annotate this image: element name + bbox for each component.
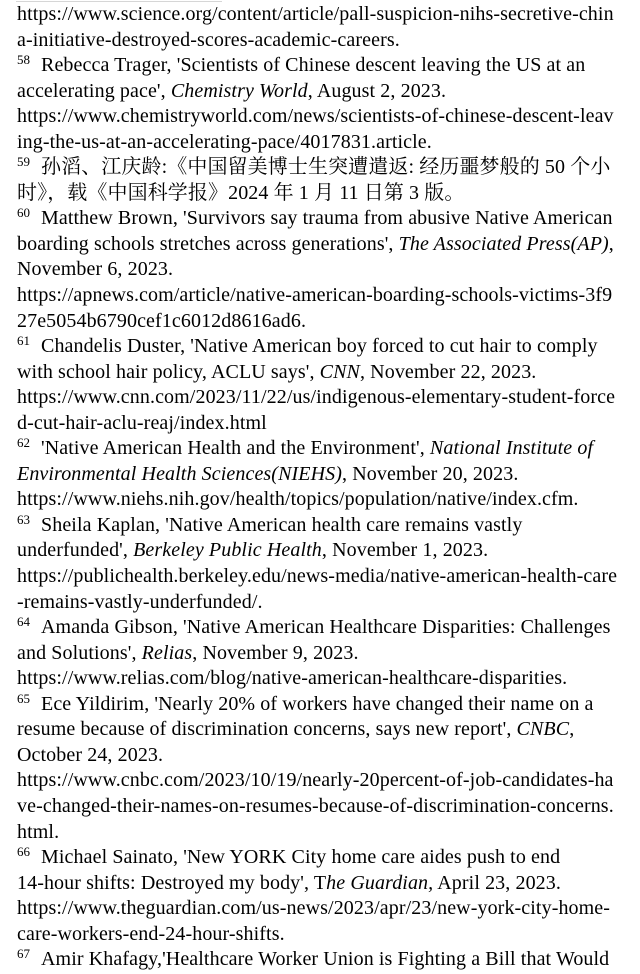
- text-segment: -remains-vastly-underfunded/.: [17, 590, 263, 613]
- footnotes-content: [17, 2, 629, 973]
- text-segment: ,: [608, 232, 614, 255]
- text-segment: 14-hour shifts: Destroyed my body', T: [17, 871, 327, 894]
- text-segment: he Guardian,: [326, 871, 434, 894]
- text-segment: 时》，载《中国科学报》2024 年 1 月 11 日第 3 版。: [17, 181, 465, 204]
- text-segment: , November 20, 2023.: [342, 462, 519, 485]
- text-line: [17, 947, 629, 973]
- text-segment: 27e5054b6790cef1c6012d8616ad6.: [17, 309, 307, 332]
- text-segment: https://www.science.org/content/article/pall-suspicion-nihs-secretive-chin: [17, 3, 614, 25]
- text-segment: CNBC: [516, 718, 570, 741]
- text-line: [17, 181, 629, 207]
- footnote-marker: 64: [17, 614, 30, 630]
- text-line: [17, 564, 629, 590]
- text-segment: Michael Sainato, 'New YORK City home care aides push to end: [41, 846, 561, 869]
- footnote-marker: 61: [17, 333, 30, 349]
- footnote-marker: 59: [17, 154, 30, 170]
- text-line: [17, 53, 629, 79]
- text-segment: with school hair policy, ACLU says',: [17, 360, 320, 383]
- text-line: [17, 436, 629, 462]
- text-line: [17, 896, 629, 922]
- text-segment: October 24, 2023.: [17, 743, 164, 766]
- text-segment: https://www.cnbc.com/2023/10/19/nearly-20percent-of-job-candidates-ha: [17, 769, 614, 792]
- text-segment: Chandelis Duster, 'Native American boy forced to cut hair to comply: [41, 335, 598, 358]
- text-segment: https://www.chemistryworld.com/news/scientists-of-chinese-descent-leav: [17, 105, 614, 128]
- text-segment: html.: [17, 820, 60, 843]
- text-line: [17, 283, 629, 309]
- text-line: [17, 360, 629, 386]
- text-segment: and Solutions',: [17, 641, 142, 664]
- text-segment: November 6, 2023.: [17, 258, 174, 281]
- text-line: [17, 922, 629, 948]
- text-line: [17, 79, 629, 105]
- footnote-marker: 58: [17, 52, 30, 68]
- text-line: [17, 871, 629, 897]
- footnote-marker: 67: [17, 946, 30, 962]
- text-segment: Matthew Brown, 'Survivors say trauma from abusive Native American: [41, 207, 613, 230]
- text-line: [17, 845, 629, 871]
- text-segment: underfunded',: [17, 539, 134, 562]
- footnote-marker: 65: [17, 690, 30, 706]
- text-line: [17, 334, 629, 360]
- text-segment: https://publichealth.berkeley.edu/news-media/native-american-health-care: [17, 565, 618, 588]
- text-segment: ,: [569, 718, 575, 741]
- text-segment: CNN: [319, 360, 360, 383]
- text-line: [17, 462, 629, 488]
- text-segment: Sheila Kaplan, 'Native American health care remains vastly: [41, 513, 523, 536]
- text-segment: https://apnews.com/article/native-american-boarding-schools-victims-3f9: [17, 284, 613, 307]
- text-segment: https://www.relias.com/blog/native-american-healthcare-disparities.: [17, 667, 568, 690]
- text-segment: https://www.theguardian.com/us-news/2023/apr/23/new-york-city-home-: [17, 897, 611, 920]
- text-segment: ing-the-us-at-an-accelerating-pace/4017831.article.: [17, 130, 432, 153]
- text-line: [17, 309, 629, 335]
- text-line: [17, 666, 629, 692]
- text-line: [17, 232, 629, 258]
- footnote-marker: 63: [17, 511, 30, 527]
- text-line: [17, 794, 629, 820]
- text-segment: https://www.cnn.com/2023/11/22/us/indigenous-elementary-student-force: [17, 386, 616, 409]
- text-segment: 孙滔、江庆龄:《中国留美博士生突遭遣返: 经历噩梦般的 50 个小: [41, 156, 611, 179]
- text-segment: National Institute of: [429, 437, 594, 460]
- text-segment: , November 9, 2023.: [192, 641, 359, 664]
- text-segment: Relias: [141, 641, 193, 664]
- text-line: [17, 590, 629, 616]
- text-segment: resume because of discrimination concerns, says new report',: [17, 718, 517, 741]
- text-segment: The Associated Press(AP): [398, 232, 609, 255]
- text-segment: boarding schools stretches across generations',: [17, 232, 399, 255]
- text-segment: care-workers-end-24-hour-shifts.: [17, 922, 285, 945]
- text-line: [17, 538, 629, 564]
- text-line: [17, 615, 629, 641]
- text-line: [17, 104, 629, 130]
- text-segment: ve-changed-their-names-on-resumes-because-of-discrimination-concerns.: [17, 794, 614, 817]
- text-segment: Amanda Gibson, 'Native American Healthcare Disparities: Challenges: [41, 616, 611, 639]
- text-line: [17, 743, 629, 769]
- text-segment: , November 1, 2023.: [321, 539, 489, 562]
- text-segment: https://www.niehs.nih.gov/health/topics/population/native/index.cfm.: [17, 488, 579, 511]
- text-segment: Rebecca Trager, 'Scientists of Chinese descent leaving the US at an: [41, 54, 586, 77]
- text-segment: Chemistry World: [170, 79, 308, 102]
- text-segment: a-initiative-destroyed-scores-academic-careers.: [17, 28, 400, 51]
- text-line: [17, 28, 629, 54]
- text-segment: Berkeley Public Health: [133, 539, 322, 562]
- text-line: [17, 820, 629, 846]
- text-segment: Ece Yildirim, 'Nearly 20% of workers have changed their name on a: [41, 692, 594, 715]
- text-line: [17, 257, 629, 283]
- text-line: [17, 768, 629, 794]
- footnote-marker: 66: [17, 844, 30, 860]
- text-line: [17, 206, 629, 232]
- text-line: [17, 513, 629, 539]
- text-line: [17, 692, 629, 718]
- text-line: [17, 155, 629, 181]
- text-segment: accelerating pace',: [17, 79, 171, 102]
- text-line: [17, 385, 629, 411]
- text-line: [17, 130, 629, 156]
- text-line: [17, 487, 629, 513]
- text-line: [17, 411, 629, 437]
- text-line: [17, 641, 629, 667]
- footnote-marker: 60: [17, 205, 30, 221]
- footnote-marker: 62: [17, 435, 30, 451]
- text-line: [17, 717, 629, 743]
- text-segment: April 23, 2023.: [433, 871, 561, 894]
- text-segment: Amir Khafagy,'Healthcare Worker Union is Fighting a Bill that Would: [41, 948, 610, 971]
- text-line: [17, 2, 629, 28]
- text-segment: d-cut-hair-aclu-reaj/index.html: [17, 411, 267, 434]
- text-segment: , August 2, 2023.: [307, 79, 447, 102]
- text-segment: , November 22, 2023.: [359, 360, 537, 383]
- text-segment: 'Native American Health and the Environment',: [41, 437, 430, 460]
- text-segment: Environmental Health Sciences(NIEHS): [17, 462, 342, 485]
